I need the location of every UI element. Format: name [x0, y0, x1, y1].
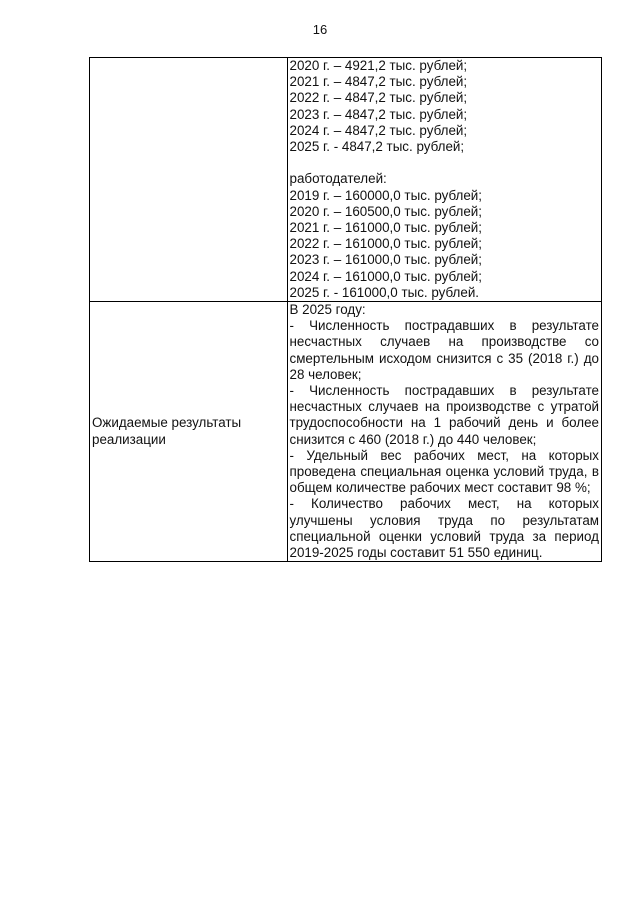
result-item-assessment-share: - Удельный вес рабочих мест, на которых проведена специальная оценка условий труда, в общем количестве рабочих мест составит 98 %; — [289, 447, 599, 496]
funding-label-cell — [90, 58, 288, 302]
employers-line-2023: 2023 г. – 161000,0 тыс. рублей; — [289, 252, 483, 268]
funding-line-2022: 2022 г. – 4847,2 тыс. рублей; — [289, 90, 468, 106]
funding-line-2020: 2020 г. – 4921,2 тыс. рублей; — [289, 58, 468, 73]
employers-line-2021: 2021 г. – 161000,0 тыс. рублей; — [289, 220, 483, 236]
funding-line-2025: 2025 г. - 4847,2 тыс. рублей; — [289, 139, 465, 155]
funding-row — [90, 58, 602, 302]
results-intro: В 2025 году: — [289, 302, 366, 318]
program-table — [89, 57, 602, 562]
employers-line-2020: 2020 г. – 160500,0 тыс. рублей; — [289, 203, 483, 219]
funding-values-cell — [287, 58, 602, 302]
employers-line-2025: 2025 г. - 161000,0 тыс. рублей. — [289, 284, 480, 300]
results-values-cell — [287, 302, 602, 562]
result-item-fatal: - Численность пострадавших в результате несчастных случаев на производстве со смертельным исходом снизится с 35 (2018 г.) до 28 человек; — [289, 318, 599, 382]
result-item-disability: - Численность пострадавших в результате несчастных случаев на производстве с утратой трудоспособности на 1 рабочий день и более снизится с 460 (2018 г.) до 440 человек; — [289, 383, 599, 447]
results-label-cell — [90, 302, 288, 562]
results-label: Ожидаемые результаты реализации — [92, 415, 242, 447]
employers-line-2019: 2019 г. – 160000,0 тыс. рублей; — [289, 187, 483, 203]
result-item-improved-workplaces: - Количество рабочих мест, на которых улучшены условия труда по результатам специальной оценки условий труда за период 2019-2025 годы составит 51 550 единиц. — [289, 496, 599, 561]
funding-line-2021: 2021 г. – 4847,2 тыс. рублей; — [289, 74, 468, 90]
results-row — [90, 302, 602, 562]
employers-line-2022: 2022 г. – 161000,0 тыс. рублей; — [289, 236, 483, 252]
blank-line — [290, 155, 600, 171]
page-number: 16 — [312, 22, 328, 37]
funding-line-2023: 2023 г. – 4847,2 тыс. рублей; — [289, 106, 468, 122]
employers-heading: работодателей: — [289, 171, 387, 187]
employers-line-2024: 2024 г. – 161000,0 тыс. рублей; — [289, 268, 483, 284]
funding-line-2024: 2024 г. – 4847,2 тыс. рублей; — [289, 122, 468, 138]
